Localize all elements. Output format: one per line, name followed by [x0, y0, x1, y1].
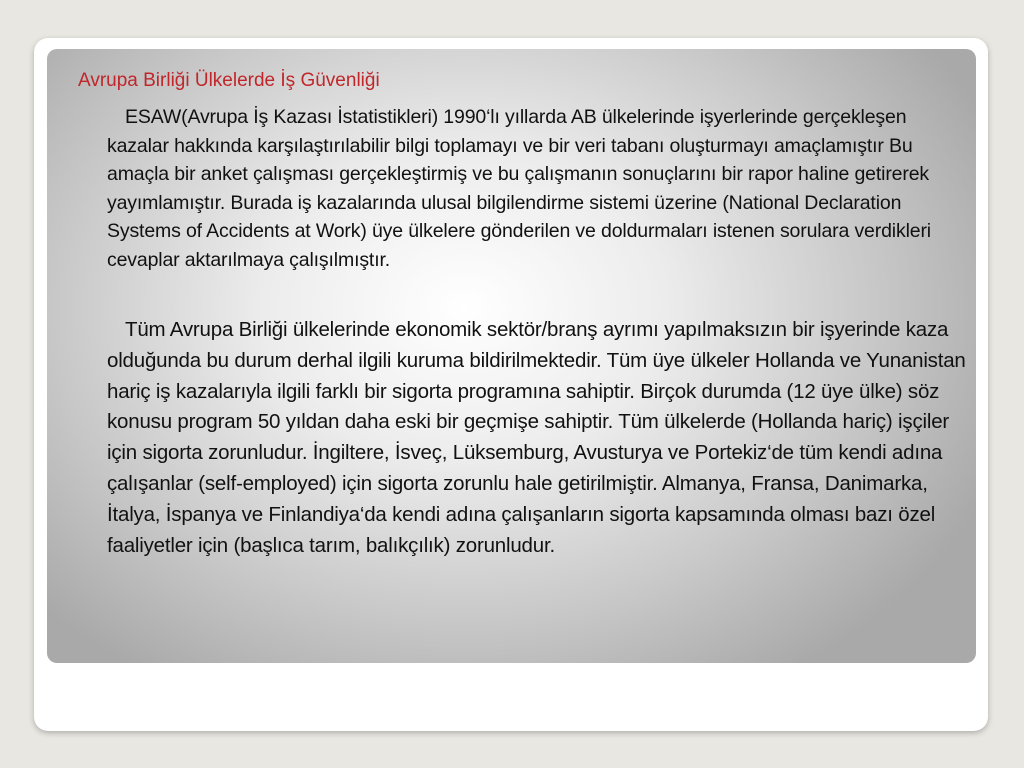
- paragraph-esaw: ESAW(Avrupa İş Kazası İstatistikleri) 1990‘lı yıllarda AB ülkelerinde işyerlerinde gerçekleşen kazalar hakkında karşılaştırılabilir bilgi toplamayı ve bir veri tabanı oluşturmayı amaçlamıştır Bu amaçla bir anket çalışması gerçekleştirmiş ve bu çalışmanın sonuçlarını bir rapor haline getirerek yayımlamıştır. Burada iş kazalarında ulusal bilgilendirme sistemi üzerine (National Declaration Systems of Accidents at Work) üye ülkelere gönderilen ve doldurmaları istenen sorulara verdikleri cevaplar aktarılmaya çalışılmıştır.: [107, 106, 931, 271]
- slide-title: Avrupa Birliği Ülkelerde İş Güvenliği: [78, 70, 380, 91]
- paragraph-eu-reporting: Tüm Avrupa Birliği ülkelerinde ekonomik sektör/branş ayrımı yapılmaksızın bir işyerinde kaza olduğunda bu durum derhal ilgili kuruma bildirilmektedir. Tüm üye ülkeler Hollanda ve Yunanistan hariç iş kazalarıyla ilgili farklı bir sigorta programına sahiptir. Birçok durumda (12 üye ülke) söz konusu program 50 yıldan daha eski bir geçmişe sahiptir. Tüm ülkelerde (Hollanda hariç) işçiler için sigorta zorunludur. İngiltere, İsveç, Lüksemburg, Avusturya ve Portekiz‘de tüm kendi adına çalışanlar (self-employed) için sigorta zorunlu hale getirilmiştir. Almanya, Fransa, Danimarka, İtalya, İspanya ve Finlandiya‘da kendi adına çalışanların sigorta kapsamında olması bazı özel faaliyetler için (başlıca tarım, balıkçılık) zorunludur.: [107, 318, 966, 557]
